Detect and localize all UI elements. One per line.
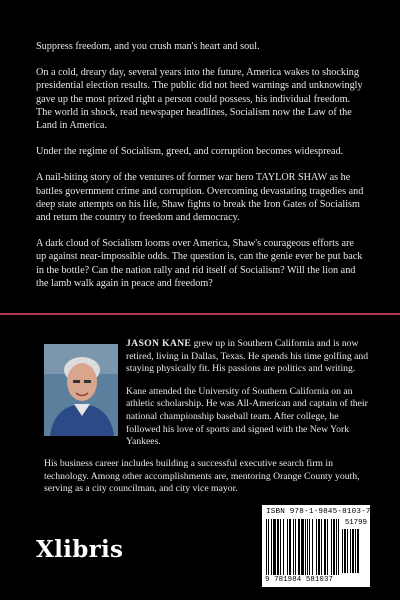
blurb-paragraph-premise: On a cold, dreary day, several years into the future, America wakes to shocking presidential election results. The public did not heed warnings and unknowingly gave up the most prized right a person could possess, his individual freedom. The world in shock, read newspaper headlines, Socialism now the Law of the Land in America. bbox=[36, 67, 363, 132]
barcode-digits: 9 781984 581037 bbox=[265, 576, 334, 584]
blurb-paragraph-regime: Under the regime of Socialism, greed, and corruption becomes widespread. bbox=[36, 146, 344, 158]
author-bio bbox=[126, 338, 370, 459]
author-name: JASON KANE bbox=[126, 338, 192, 349]
blurb-paragraph-story: A nail-biting story of the ventures of former war hero TAYLOR SHAW as he battles government crime and corruption. Overcoming devastating tragedies and deep state attempts on his life, Shaw fights to break the Iron Gates of Socialism and return the country to freedom and democracy. bbox=[36, 172, 364, 224]
blurb-tagline: Suppress freedom, and you crush man's heart and soul. bbox=[36, 41, 260, 52]
isbn-text: ISBN 978-1-9845-8103-7 bbox=[266, 508, 371, 516]
author-career-paragraph: His business career includes building a successful executive search firm in technology. Among other accomplishments are, mentoring Orange County youth, serving as a city councilman, and city vice mayor. bbox=[44, 458, 360, 495]
author-bio-intro: grew up in Southern California and is now retired, living in Dallas, Texas. He spends his time golfing and staying physically fit. His passions are politics and writing. bbox=[126, 338, 369, 375]
barcode-bars bbox=[266, 519, 340, 577]
section-divider bbox=[0, 313, 400, 315]
blurb-paragraph-question: A dark cloud of Socialism looms over America, Shaw's courageous efforts are up against near-impossible odds. The question is, can the genie ever be put back in the bottle? Can the nation rally and rid itself of Socialism? Will the lion and the lamb walk again in peace and freedom? bbox=[36, 238, 363, 289]
isbn-barcode bbox=[262, 505, 370, 587]
blurb bbox=[36, 40, 366, 303]
author-photo bbox=[44, 344, 118, 436]
author-bio-paragraph-1 bbox=[126, 338, 370, 376]
author-bio-paragraph-2: Kane attended the University of Southern California on an athletic scholarship. He was All-American and captain of their national championship baseball team. After college, he followed his love of sports and signed with the New York Yankees. bbox=[126, 385, 368, 448]
price-code: 51799 bbox=[344, 519, 367, 527]
barcode-addon-bars bbox=[342, 529, 366, 575]
publisher-logo: Xlibris bbox=[36, 536, 124, 563]
author-career bbox=[44, 458, 368, 496]
